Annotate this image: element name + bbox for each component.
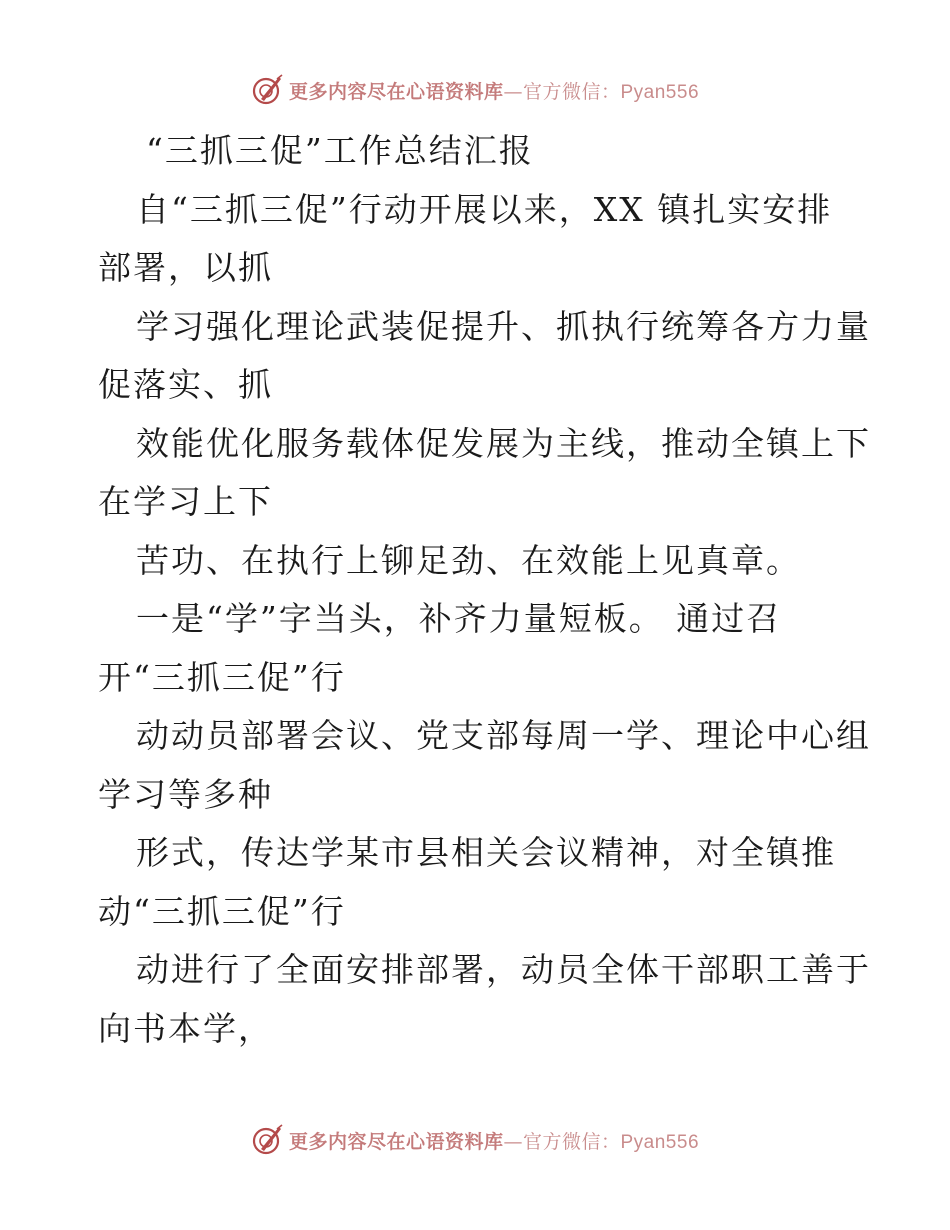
banner-separator: — xyxy=(503,80,523,103)
paragraph-line: 学习等多种 xyxy=(98,774,273,814)
banner-contact-id: Pyan556 xyxy=(620,1131,700,1153)
paragraph-line: 自“三抓三促”行动开展以来，XX 镇扎实安排 xyxy=(136,189,833,229)
quill-pen-logo-icon xyxy=(251,73,285,107)
banner-contact-id: Pyan556 xyxy=(620,81,700,103)
paragraph-line: 开“三抓三促”行 xyxy=(98,657,346,697)
banner-brand: 更多内容尽在心语资料库 xyxy=(288,80,504,103)
header-banner xyxy=(0,70,950,110)
banner-text xyxy=(289,77,699,104)
paragraph-line: 向书本学， xyxy=(98,1008,273,1048)
paragraph-line: 促落实、抓 xyxy=(98,365,273,404)
paragraph-line: 动“三抓三促”行 xyxy=(98,891,346,931)
paragraph-line: 动进行了全面安排部署，动员全体干部职工善于 xyxy=(136,950,871,989)
paragraph-line: 苦功、在执行上铆足劲、在效能上见真章。 xyxy=(136,540,801,580)
paragraph-line: 效能优化服务载体促发展为主线，推动全镇上下 xyxy=(136,423,871,463)
document-title: “三抓三促”工作总结汇报 xyxy=(146,131,534,170)
paragraph-line: 部署，以抓 xyxy=(98,248,273,287)
banner-contact-label: 官方微信： xyxy=(522,1130,621,1153)
document-body xyxy=(98,122,871,1058)
paragraph-line: 一是“学”字当头，补齐力量短板。 通过召 xyxy=(136,599,782,638)
banner-text xyxy=(289,1127,699,1154)
footer-banner xyxy=(0,1120,950,1160)
paragraph-line: 学习强化理论武装促提升、抓执行统筹各方力量 xyxy=(136,306,871,346)
paragraph-line: 动动员部署会议、党支部每周一学、理论中心组 xyxy=(136,716,871,755)
paragraph-line: 形式，传达学某市县相关会议精神，对全镇推 xyxy=(136,833,836,872)
paragraph-line: 在学习上下 xyxy=(98,482,273,521)
banner-brand: 更多内容尽在心语资料库 xyxy=(288,1130,504,1153)
banner-contact-label: 官方微信： xyxy=(522,80,621,103)
banner-separator: — xyxy=(503,1130,523,1153)
quill-pen-logo-icon xyxy=(251,1123,285,1157)
